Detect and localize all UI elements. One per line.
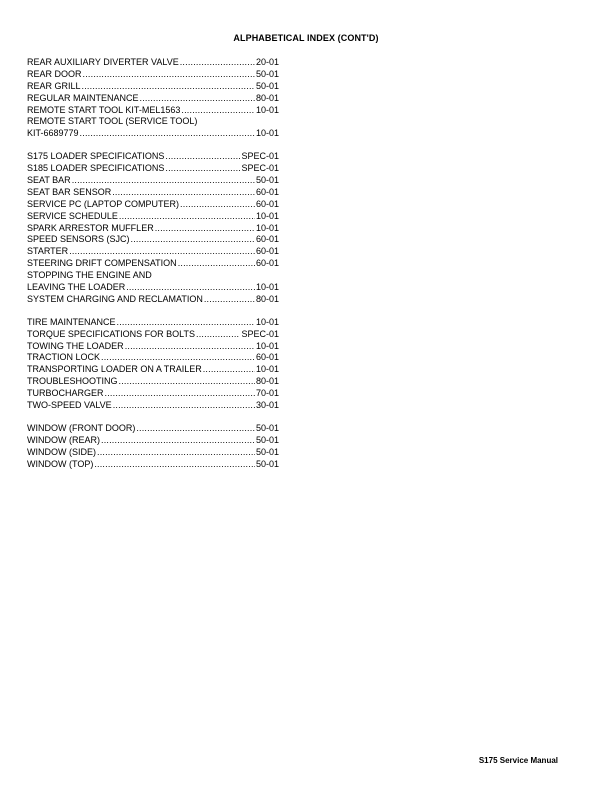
- index-entry: [27, 376, 279, 388]
- index-entry-label: TROUBLESHOOTING: [27, 376, 118, 387]
- dot-leader: [136, 423, 255, 435]
- index-entry-label: TWO-SPEED VALVE: [27, 400, 112, 411]
- index-entry: [27, 246, 279, 258]
- index-entry-label: REGULAR MAINTENANCE: [27, 92, 139, 103]
- dot-leader: [72, 175, 255, 187]
- index-entry: [27, 199, 279, 211]
- index-entry-page: 10-01: [255, 316, 279, 327]
- index-entry-label: SPARK ARRESTOR MUFFLER: [27, 222, 154, 233]
- index-entry-label: TRACTION LOCK: [27, 352, 101, 363]
- index-entry: [27, 211, 279, 223]
- dot-leader: [140, 93, 255, 105]
- index-entry-page: 10-01: [255, 340, 279, 351]
- index-entry-label: STOPPING THE ENGINE AND: [27, 270, 152, 281]
- index-entry-page: 10-01: [255, 210, 279, 221]
- index-entry-page: 10-01: [255, 128, 279, 139]
- index-entry-label: SPEED SENSORS (SJC): [27, 234, 130, 245]
- dot-leader: [119, 376, 255, 388]
- index-entry-page: 10-01: [255, 222, 279, 233]
- index-entry-label: S175 LOADER SPECIFICATIONS: [27, 151, 165, 162]
- index-entry: [27, 93, 279, 105]
- index-entry: [27, 258, 279, 270]
- index-entry-page: 60-01: [255, 246, 279, 257]
- index-entry-page: 50-01: [255, 446, 279, 457]
- index-entry: [27, 234, 279, 246]
- footer-manual-title: S175 Service Manual: [478, 756, 558, 765]
- index-entry-label: SERVICE PC (LAPTOP COMPUTER): [27, 198, 180, 209]
- dot-leader: [83, 69, 255, 81]
- dot-leader: [180, 57, 255, 69]
- index-entry: [27, 423, 279, 435]
- index-group: [27, 57, 279, 140]
- index-entry: [27, 352, 279, 364]
- index-entry-page: 10-01: [255, 364, 279, 375]
- index-group: [27, 317, 279, 412]
- index-entry-label: SEAT BAR SENSOR: [27, 186, 112, 197]
- index-entry-page: 60-01: [255, 234, 279, 245]
- dot-leader: [105, 388, 255, 400]
- dot-leader: [113, 400, 255, 412]
- index-entry-label: REAR GRILL: [27, 80, 81, 91]
- index-entry-page: 60-01: [255, 198, 279, 209]
- index-entry-page: 20-01: [255, 57, 279, 67]
- index-entry-label: WINDOW (TOP): [27, 458, 94, 469]
- dot-leader: [178, 258, 255, 270]
- dot-leader: [165, 163, 240, 175]
- index-entry-label: STARTER: [27, 246, 69, 257]
- dot-leader: [204, 294, 255, 306]
- index-entry: [27, 69, 279, 81]
- index-entry: [27, 447, 279, 459]
- index-entry-label: TRANSPORTING LOADER ON A TRAILER: [27, 364, 202, 375]
- index-entry-page: 60-01: [255, 186, 279, 197]
- page-title: ALPHABETICAL INDEX (CONT'D): [233, 33, 379, 43]
- index-entry: [27, 81, 279, 93]
- index-entry-label: STEERING DRIFT COMPENSATION: [27, 258, 177, 269]
- index-entry: [27, 364, 279, 376]
- index-entry-page: 50-01: [255, 458, 279, 469]
- index-entry-label: TOWING THE LOADER: [27, 340, 124, 351]
- dot-leader: [119, 211, 255, 223]
- dot-leader: [180, 199, 255, 211]
- index-entry-page: 30-01: [255, 400, 279, 411]
- index-entry-page: 80-01: [255, 293, 279, 304]
- index-entry: [27, 329, 279, 341]
- dot-leader: [101, 435, 255, 447]
- index-entry: [27, 388, 279, 400]
- index-entry-label: WINDOW (REAR): [27, 434, 100, 445]
- index-entry-label: REAR AUXILIARY DIVERTER VALVE: [27, 57, 179, 67]
- index-entry-label: S185 LOADER SPECIFICATIONS: [27, 163, 165, 174]
- index-entry-label: REAR DOOR: [27, 68, 82, 79]
- index-group: [27, 151, 279, 306]
- dot-leader: [112, 187, 255, 199]
- index-entry-label: TURBOCHARGER: [27, 388, 104, 399]
- index-entry-label: REMOTE START TOOL KIT-MEL1563: [27, 104, 181, 115]
- index-entry: [27, 105, 279, 117]
- index-entry: [27, 270, 279, 282]
- index-entry-page: 80-01: [255, 376, 279, 387]
- dot-leader: [117, 317, 255, 329]
- index-entry-page: SPEC-01: [241, 328, 279, 339]
- index-entry-page: 10-01: [255, 282, 279, 293]
- dot-leader: [101, 352, 255, 364]
- index-entry-label: SYSTEM CHARGING AND RECLAMATION: [27, 293, 203, 304]
- index-entry-page: 60-01: [255, 258, 279, 269]
- dot-leader: [125, 341, 255, 353]
- dot-leader: [181, 105, 255, 117]
- index-entry: [27, 282, 279, 294]
- dot-leader: [196, 329, 240, 341]
- dot-leader: [131, 234, 255, 246]
- index-entry: [27, 163, 279, 175]
- index-entry: [27, 187, 279, 199]
- dot-leader: [165, 151, 240, 163]
- index-entry-label: REMOTE START TOOL (SERVICE TOOL): [27, 116, 198, 127]
- index-entry-page: 50-01: [255, 68, 279, 79]
- index-entry-label: LEAVING THE LOADER: [27, 282, 126, 293]
- alphabetical-index: [27, 57, 279, 482]
- index-entry-label: TIRE MAINTENANCE: [27, 316, 116, 327]
- index-entry-label: TORQUE SPECIFICATIONS FOR BOLTS: [27, 328, 196, 339]
- index-entry-page: 60-01: [255, 352, 279, 363]
- index-entry: [27, 175, 279, 187]
- index-entry: [27, 459, 279, 471]
- index-entry-page: 50-01: [255, 175, 279, 186]
- dot-leader: [203, 364, 255, 376]
- index-entry: [27, 151, 279, 163]
- index-entry-label: SEAT BAR: [27, 175, 71, 186]
- index-entry-page: SPEC-01: [241, 151, 279, 162]
- index-entry-label: SERVICE SCHEDULE: [27, 210, 118, 221]
- index-entry-page: 50-01: [255, 434, 279, 445]
- index-entry: [27, 435, 279, 447]
- dot-leader: [82, 81, 255, 93]
- index-entry-label: WINDOW (FRONT DOOR): [27, 422, 136, 433]
- dot-leader: [80, 128, 255, 140]
- index-entry-label: WINDOW (SIDE): [27, 446, 96, 457]
- index-entry: [27, 223, 279, 235]
- dot-leader: [126, 282, 255, 294]
- dot-leader: [97, 447, 255, 459]
- index-entry: [27, 400, 279, 412]
- index-entry: [27, 341, 279, 353]
- dot-leader: [94, 459, 255, 471]
- index-entry: [27, 116, 279, 128]
- index-entry-page: 50-01: [255, 80, 279, 91]
- index-entry-page: 80-01: [255, 92, 279, 103]
- index-entry: [27, 294, 279, 306]
- index-entry-label: KIT-6689779: [27, 128, 79, 139]
- index-entry-page: 70-01: [255, 388, 279, 399]
- index-entry: [27, 128, 279, 140]
- dot-leader: [155, 223, 255, 235]
- index-entry-page: 10-01: [255, 104, 279, 115]
- index-entry-page: 50-01: [255, 422, 279, 433]
- index-entry: [27, 317, 279, 329]
- index-entry-page: SPEC-01: [241, 163, 279, 174]
- index-group: [27, 423, 279, 471]
- dot-leader: [69, 246, 255, 258]
- index-entry: [27, 57, 279, 69]
